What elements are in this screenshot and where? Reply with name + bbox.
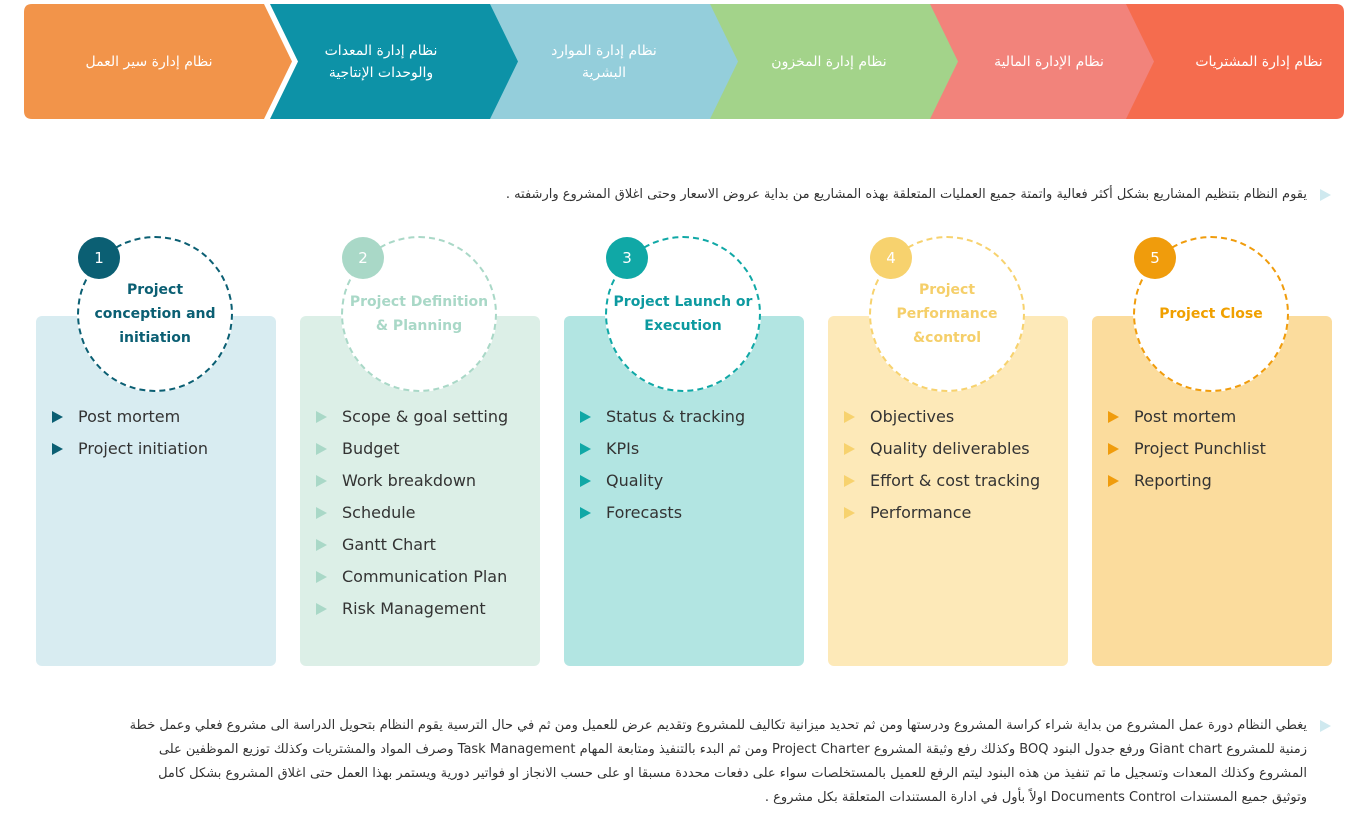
- phase-number-badge: 3: [606, 237, 648, 279]
- phase-items-list: [314, 404, 508, 628]
- list-item: Schedule: [314, 500, 508, 532]
- phase-number-badge: 4: [870, 237, 912, 279]
- bullet-arrow-icon: [316, 539, 327, 551]
- bullet-arrow-icon: [1320, 720, 1331, 732]
- bullet-arrow-icon: [844, 443, 855, 455]
- phase-number-badge: 1: [78, 237, 120, 279]
- list-item: Project Punchlist: [1106, 436, 1266, 468]
- chevron-hr-label: نظام إدارة الموارد البشرية: [551, 42, 657, 81]
- list-item: Effort & cost tracking: [842, 468, 1040, 500]
- list-item: Risk Management: [314, 596, 508, 628]
- list-item: Performance: [842, 500, 1040, 532]
- bullet-arrow-icon: [316, 507, 327, 519]
- intro-paragraph: يقوم النظام بتنظيم المشاريع بشكل أكثر فعالية واتمتة جميع العمليات المتعلقة بهذه المشاريع من بداية عروض الاسعار وحتى اغلاق المشروع وارشفته .: [307, 183, 1307, 207]
- list-item: Reporting: [1106, 468, 1266, 500]
- chevron-inventory-label: نظام إدارة المخزون: [771, 53, 887, 70]
- list-item: Post mortem: [1106, 404, 1266, 436]
- list-item: Gantt Chart: [314, 532, 508, 564]
- list-item: Communication Plan: [314, 564, 508, 596]
- bullet-arrow-icon: [1108, 443, 1119, 455]
- modules-banner: [24, 4, 1344, 119]
- chevron-equipment-label: نظام إدارة المعدات والوحدات الإنتاجية: [324, 42, 438, 81]
- description-line: زمنية للمشروع Giant chart ورفع جدول البنود BOQ وكذلك رفع وثيقة المشروع Project Charter ومن ثم البدء بالتنفيذ ومتابعة المهام Task Management وصرف المواد والمشتريات وكذلك توزيع الموظفين على: [158, 742, 1307, 757]
- list-item: Status & tracking: [578, 404, 745, 436]
- bullet-arrow-icon: [52, 443, 63, 455]
- description-line: وتوثيق جميع المستندات Documents Control اولاً بأول في ادارة المستندات المتعلقة بكل مشروع .: [764, 790, 1307, 805]
- list-item: Scope & goal setting: [314, 404, 508, 436]
- bullet-arrow-icon: [316, 571, 327, 583]
- phase-items-list: [1106, 404, 1266, 500]
- chevron-purchasing-label: نظام إدارة المشتريات: [1195, 53, 1323, 70]
- phase-number-badge: 2: [342, 237, 384, 279]
- phase-number-badge: 5: [1134, 237, 1176, 279]
- chevron-finance-label: نظام الإدارة المالية: [994, 53, 1104, 70]
- list-item: Forecasts: [578, 500, 745, 532]
- bullet-arrow-icon: [316, 475, 327, 487]
- bullet-arrow-icon: [1320, 189, 1331, 201]
- bullet-arrow-icon: [1108, 411, 1119, 423]
- list-item: KPIs: [578, 436, 745, 468]
- list-item: Project initiation: [50, 436, 208, 468]
- list-item: Work breakdown: [314, 468, 508, 500]
- chevron-workflow-label: نظام إدارة سير العمل: [85, 53, 213, 70]
- bullet-arrow-icon: [316, 443, 327, 455]
- bullet-arrow-icon: [580, 507, 591, 519]
- description-line: المشروع وكذلك المعدات وتسجيل ما تم تنفيذ من هذه البنود ليتم الرفع للعميل بالمستخلصات سواء على دفعات محددة مسبقا او على حسب الانجاز او فواتير دورية ويستمر بهذا العمل حتى اغلاق المشروع بشكل كامل: [158, 766, 1307, 781]
- phase-items-list: [578, 404, 745, 532]
- phase-title-circle: Project conception and initiation: [77, 236, 233, 392]
- list-item: Objectives: [842, 404, 1040, 436]
- bullet-arrow-icon: [580, 443, 591, 455]
- bullet-arrow-icon: [316, 411, 327, 423]
- bullet-arrow-icon: [844, 475, 855, 487]
- list-item: Budget: [314, 436, 508, 468]
- bullet-arrow-icon: [580, 475, 591, 487]
- phase-title-circle: Project Close: [1133, 236, 1289, 392]
- phase-items-list: [842, 404, 1040, 532]
- list-item: Quality deliverables: [842, 436, 1040, 468]
- phase-title-circle: Project Performance &control: [869, 236, 1025, 392]
- bullet-arrow-icon: [580, 411, 591, 423]
- phase-items-list: [50, 404, 208, 468]
- list-item: Post mortem: [50, 404, 208, 436]
- phase-title-circle: Project Definition & Planning: [341, 236, 497, 392]
- description-paragraph: [47, 714, 1307, 810]
- description-line: يغطي النظام دورة عمل المشروع من بداية شراء كراسة المشروع ودرستها ومن ثم تحديد ميزانية تكاليف للمشروع وتقديم عرض للعميل ومن ثم في حال الترسية يقوم النظام بتحويل الدراسة الى مشروع فعلي وعمل خطة: [129, 718, 1307, 733]
- bullet-arrow-icon: [52, 411, 63, 423]
- bullet-arrow-icon: [316, 603, 327, 615]
- bullet-arrow-icon: [844, 411, 855, 423]
- phase-title-circle: Project Launch or Execution: [605, 236, 761, 392]
- list-item: Quality: [578, 468, 745, 500]
- bullet-arrow-icon: [1108, 475, 1119, 487]
- bullet-arrow-icon: [844, 507, 855, 519]
